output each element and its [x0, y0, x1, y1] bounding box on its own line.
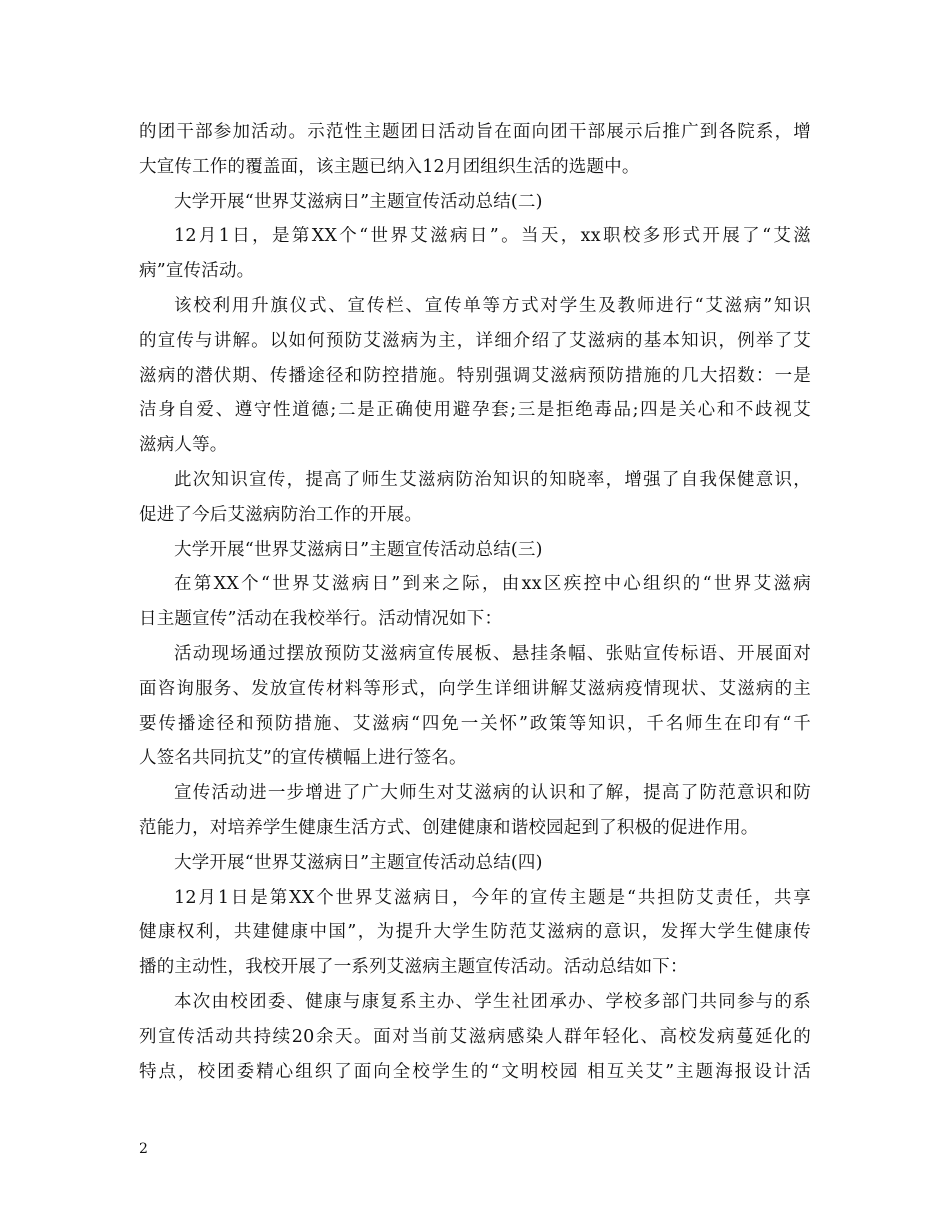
- text-line: 健康权利，共建健康中国”，为提升大学生防范艾滋病的意识，发挥大学生健康传: [139, 922, 811, 943]
- paragraph-first-line: 12月1日，是第XX个“世界艾滋病日”。当天，xx职校多形式开展了“艾滋: [174, 226, 811, 247]
- text-line: 特点，校团委精心组织了面向全校学生的“文明校园 相互关艾”主题海报设计活: [139, 1061, 811, 1082]
- paragraph-first-line: 宣传活动进一步增进了广大师生对艾滋病的认识和了解，提高了防范意识和防: [174, 783, 811, 804]
- text-line: 日主题宣传”活动在我校举行。活动情况如下：: [139, 609, 503, 630]
- text-line: 播的主动性，我校开展了一系列艾滋病主题宣传活动。活动总结如下：: [139, 957, 688, 978]
- paragraph-first-line: 大学开展“世界艾滋病日”主题宣传活动总结(四): [174, 852, 543, 873]
- paragraph-first-line: 在第XX个“世界艾滋病日”到来之际，由xx区疾控中心组织的“世界艾滋病: [174, 574, 811, 595]
- text-line: 洁身自爱、遵守性道德;二是正确使用避孕套;三是拒绝毒品;四是关心和不歧视艾: [139, 400, 811, 421]
- text-line: 人签名共同抗艾”的宣传横幅上进行签名。: [139, 748, 467, 769]
- paragraph-first-line: 本次由校团委、健康与康复系主办、学生社团承办、学校多部门共同参与的系: [174, 991, 811, 1012]
- text-line: 滋病人等。: [139, 435, 228, 456]
- text-line: 病”宣传活动。: [139, 261, 255, 282]
- text-line: 面咨询服务、发放宣传材料等形式，向学生详细讲解艾滋病疫情现状、艾滋病的主: [139, 678, 811, 699]
- paragraph-first-line: 12月1日是第XX个世界艾滋病日，今年的宣传主题是“共担防艾责任，共享: [174, 887, 811, 908]
- text-line: 促进了今后艾滋病防治工作的开展。: [139, 504, 423, 525]
- text-line: 要传播途径和预防措施、艾滋病“四免一关怀”政策等知识，千名师生在印有“千: [139, 713, 811, 734]
- paragraph-first-line: 此次知识宣传，提高了师生艾滋病防治知识的知晓率，增强了自我保健意识，: [174, 469, 811, 490]
- text-line: 滋病的潜伏期、传播途径和防控措施。特别强调艾滋病预防措施的几大招数：一是: [139, 365, 811, 386]
- paragraph-first-line: 该校利用升旗仪式、宣传栏、宣传单等方式对学生及教师进行“艾滋病”知识: [174, 295, 811, 316]
- paragraph-first-line: 大学开展“世界艾滋病日”主题宣传活动总结(二): [174, 191, 543, 212]
- text-line: 大宣传工作的覆盖面，该主题已纳入12月团组织生活的选题中。: [139, 156, 640, 177]
- page-number: 2: [139, 1141, 148, 1157]
- document-body: [139, 115, 811, 1089]
- paragraph-first-line: 活动现场通过摆放预防艾滋病宣传展板、悬挂条幅、张贴宣传标语、开展面对: [174, 643, 811, 664]
- paragraph-first-line: 大学开展“世界艾滋病日”主题宣传活动总结(三): [174, 539, 543, 560]
- text-line: 范能力，对培养学生健康生活方式、创建健康和谐校园起到了积极的促进作用。: [139, 817, 759, 838]
- text-line: 的宣传与讲解。以如何预防艾滋病为主，详细介绍了艾滋病的基本知识，例举了艾: [139, 330, 811, 351]
- text-line: 列宣传活动共持续20余天。面对当前艾滋病感染人群年轻化、高校发病蔓延化的: [139, 1026, 811, 1047]
- text-line: 的团干部参加活动。示范性主题团日活动旨在面向团干部展示后推广到各院系，增: [139, 122, 811, 142]
